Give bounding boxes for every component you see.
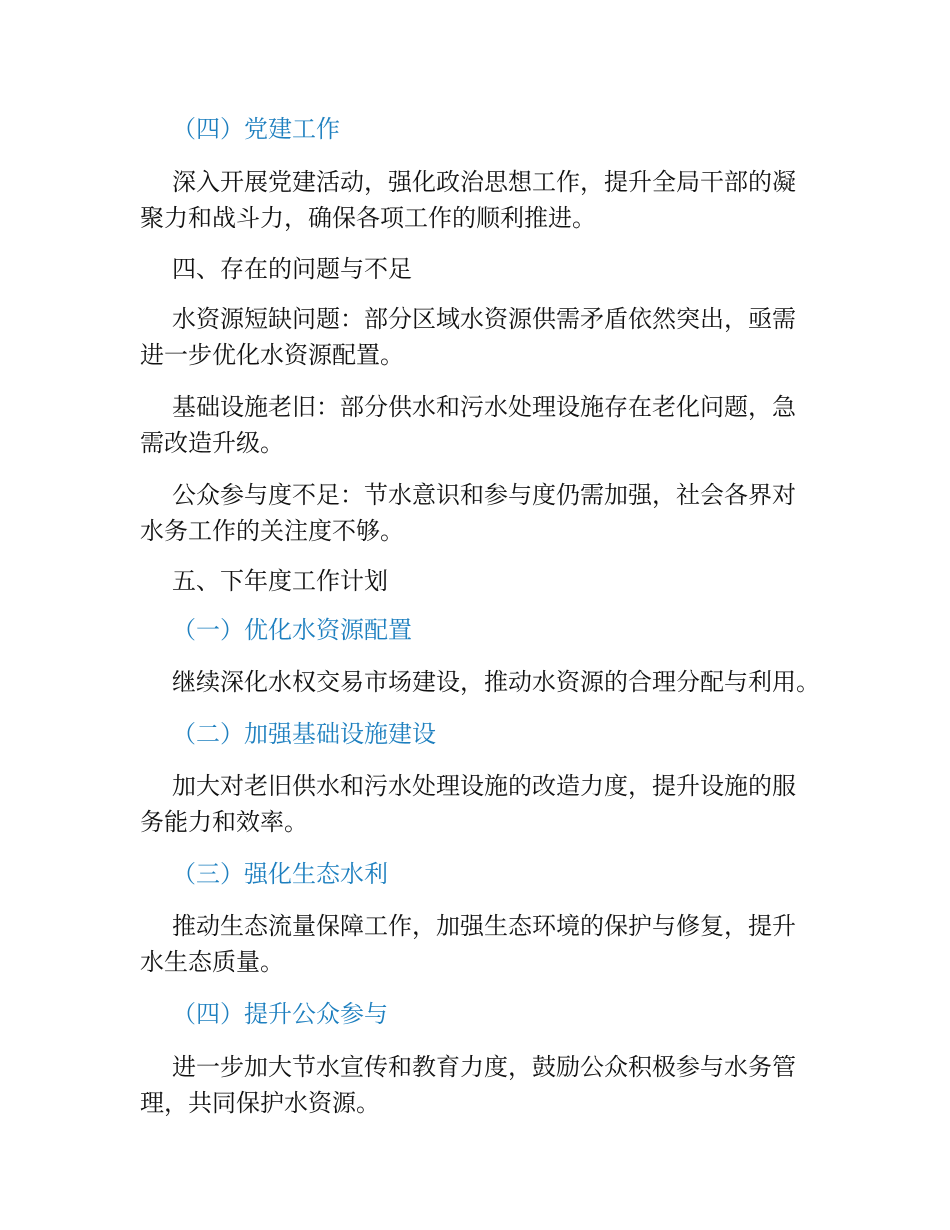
paragraph-water-shortage-line-2: 进一步优化水资源配置。 <box>140 341 404 369</box>
paragraph-public-engagement-line-2: 理，共同保护水资源。 <box>140 1089 380 1117</box>
paragraph-optimize-water-allocation-line-1: 继续深化水权交易市场建设，推动水资源的合理分配与利用。 <box>172 668 820 696</box>
paragraph-party-building-line-1: 深入开展党建活动，强化政治思想工作，提升全局干部的凝 <box>172 168 796 196</box>
paragraph-ecological-water-line-1: 推动生态流量保障工作，加强生态环境的保护与修复，提升 <box>172 912 796 940</box>
paragraph-public-engagement-line-1: 进一步加大节水宣传和教育力度，鼓励公众积极参与水务管 <box>172 1053 796 1081</box>
paragraph-public-participation-line-1: 公众参与度不足：节水意识和参与度仍需加强，社会各界对 <box>172 481 796 509</box>
paragraph-strengthen-infrastructure-line-1: 加大对老旧供水和污水处理设施的改造力度，提升设施的服 <box>172 772 796 800</box>
subheading-optimize-water-allocation: （一）优化水资源配置 <box>172 616 412 644</box>
section-heading-next-year-plan: 五、下年度工作计划 <box>172 567 388 595</box>
subheading-party-building: （四）党建工作 <box>172 115 340 143</box>
paragraph-party-building-line-2: 聚力和战斗力，确保各项工作的顺利推进。 <box>140 204 596 232</box>
paragraph-infrastructure-line-2: 需改造升级。 <box>140 429 284 457</box>
paragraph-ecological-water-line-2: 水生态质量。 <box>140 948 284 976</box>
paragraph-strengthen-infrastructure-line-2: 务能力和效率。 <box>140 808 308 836</box>
section-heading-problems: 四、存在的问题与不足 <box>172 255 412 283</box>
subheading-strengthen-infrastructure: （二）加强基础设施建设 <box>172 720 436 748</box>
subheading-public-participation: （四）提升公众参与 <box>172 1000 388 1028</box>
subheading-ecological-water: （三）强化生态水利 <box>172 860 388 888</box>
paragraph-water-shortage-line-1: 水资源短缺问题：部分区域水资源供需矛盾依然突出，亟需 <box>172 305 796 333</box>
paragraph-infrastructure-line-1: 基础设施老旧：部分供水和污水处理设施存在老化问题，急 <box>172 393 796 421</box>
paragraph-public-participation-line-2: 水务工作的关注度不够。 <box>140 517 404 545</box>
